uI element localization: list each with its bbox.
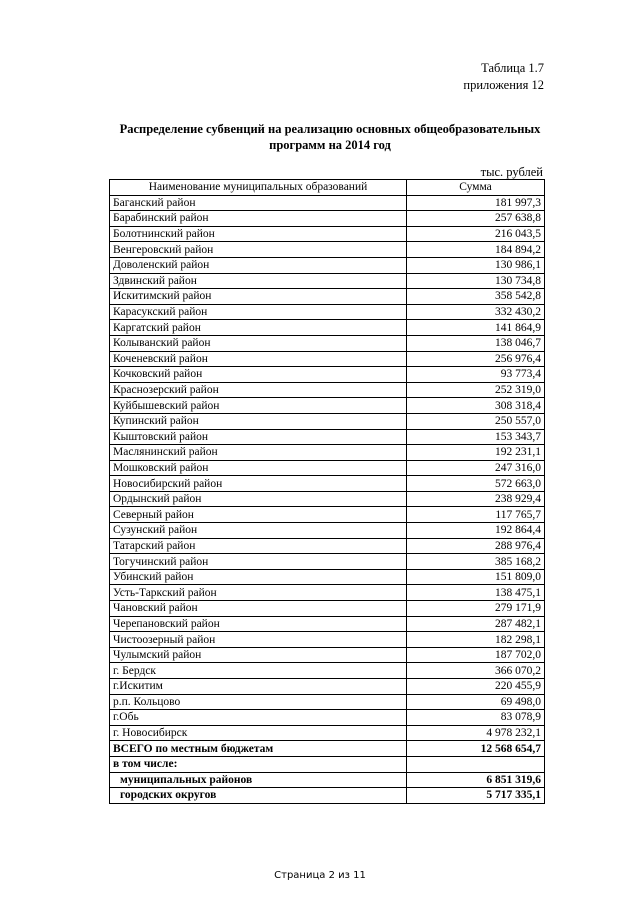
- table-row: [110, 710, 545, 726]
- row-sum: 141 864,9: [407, 320, 545, 336]
- row-name: Новосибирский район: [110, 476, 407, 492]
- row-sum: 153 343,7: [407, 429, 545, 445]
- table-row: [110, 367, 545, 383]
- row-sum: 138 475,1: [407, 585, 545, 601]
- header-sum: Сумма: [407, 180, 545, 196]
- row-name: г. Новосибирск: [110, 725, 407, 741]
- table-row: [110, 632, 545, 648]
- table-row: [110, 335, 545, 351]
- row-name: Усть-Таркский район: [110, 585, 407, 601]
- row-sum: 130 986,1: [407, 257, 545, 273]
- row-name: г.Искитим: [110, 679, 407, 695]
- row-name: Кочковский район: [110, 367, 407, 383]
- table-row: [110, 242, 545, 258]
- table-row: [110, 679, 545, 695]
- row-sum: 192 864,4: [407, 523, 545, 539]
- row-sum: 216 043,5: [407, 226, 545, 242]
- row-name: Куйбышевский район: [110, 398, 407, 414]
- table-row: [110, 663, 545, 679]
- table-row: [110, 195, 545, 211]
- row-sum: 279 171,9: [407, 601, 545, 617]
- row-name: Татарский район: [110, 538, 407, 554]
- subtotal-row: [110, 788, 545, 804]
- row-name: Баганский район: [110, 195, 407, 211]
- row-name: р.п. Кольцово: [110, 694, 407, 710]
- table-row: [110, 398, 545, 414]
- unit-label: тыс. рублей: [480, 165, 543, 179]
- table-row: [110, 273, 545, 289]
- appendix-label: приложения 12: [463, 78, 544, 92]
- row-name: Искитимский район: [110, 289, 407, 305]
- row-name: Чистоозерный район: [110, 632, 407, 648]
- table-row: [110, 601, 545, 617]
- table-row: [110, 491, 545, 507]
- row-name: Мошковский район: [110, 460, 407, 476]
- document-title: [100, 121, 560, 153]
- row-sum: 238 929,4: [407, 491, 545, 507]
- table-row: [110, 538, 545, 554]
- table-row: [110, 304, 545, 320]
- including-row: [110, 756, 545, 772]
- table-body: [110, 180, 545, 804]
- row-sum: 288 976,4: [407, 538, 545, 554]
- row-name: Северный район: [110, 507, 407, 523]
- table-number: Таблица 1.7: [481, 61, 544, 75]
- row-sum: 366 070,2: [407, 663, 545, 679]
- row-name: Маслянинский район: [110, 445, 407, 461]
- including-sum: [407, 756, 545, 772]
- table-reference: [463, 60, 544, 94]
- row-name: Кыштовский район: [110, 429, 407, 445]
- table-row: [110, 523, 545, 539]
- row-sum: 130 734,8: [407, 273, 545, 289]
- table-row: [110, 694, 545, 710]
- table-row: [110, 647, 545, 663]
- table-row: [110, 507, 545, 523]
- header-name: Наименование муниципальных образований: [110, 180, 407, 196]
- row-name: Краснозерский район: [110, 382, 407, 398]
- table-row: [110, 382, 545, 398]
- row-name: Черепановский район: [110, 616, 407, 632]
- table-row: [110, 429, 545, 445]
- row-name: Барабинский район: [110, 211, 407, 227]
- row-sum: 252 319,0: [407, 382, 545, 398]
- total-name: ВСЕГО по местным бюджетам: [110, 741, 407, 757]
- row-name: Болотнинский район: [110, 226, 407, 242]
- table-row: [110, 211, 545, 227]
- subsidy-table: [109, 179, 545, 804]
- row-name: Купинский район: [110, 413, 407, 429]
- table-row: [110, 320, 545, 336]
- row-sum: 572 663,0: [407, 476, 545, 492]
- row-sum: 181 997,3: [407, 195, 545, 211]
- row-sum: 308 318,4: [407, 398, 545, 414]
- row-sum: 69 498,0: [407, 694, 545, 710]
- table-row: [110, 554, 545, 570]
- row-name: Здвинский район: [110, 273, 407, 289]
- row-name: Доволенский район: [110, 257, 407, 273]
- row-name: Сузунский район: [110, 523, 407, 539]
- row-sum: 250 557,0: [407, 413, 545, 429]
- subtotal-name: городских округов: [110, 788, 407, 804]
- row-name: Чулымский район: [110, 647, 407, 663]
- total-row: [110, 741, 545, 757]
- table-row: [110, 569, 545, 585]
- row-name: Ордынский район: [110, 491, 407, 507]
- subtotal-name: муниципальных районов: [110, 772, 407, 788]
- row-sum: 93 773,4: [407, 367, 545, 383]
- row-sum: 332 430,2: [407, 304, 545, 320]
- row-sum: 358 542,8: [407, 289, 545, 305]
- subtotal-row: [110, 772, 545, 788]
- subtotal-sum: 6 851 319,6: [407, 772, 545, 788]
- row-sum: 192 231,1: [407, 445, 545, 461]
- row-sum: 220 455,9: [407, 679, 545, 695]
- table-row: [110, 460, 545, 476]
- table-row: [110, 351, 545, 367]
- row-sum: 117 765,7: [407, 507, 545, 523]
- table-row: [110, 413, 545, 429]
- row-sum: 182 298,1: [407, 632, 545, 648]
- row-name: Убинский район: [110, 569, 407, 585]
- row-name: Каргатский район: [110, 320, 407, 336]
- row-name: Венгеровский район: [110, 242, 407, 258]
- title-line-1: Распределение субвенций на реализацию основных общеобразовательных: [119, 122, 541, 136]
- row-sum: 4 978 232,1: [407, 725, 545, 741]
- row-sum: 83 078,9: [407, 710, 545, 726]
- row-sum: 247 316,0: [407, 460, 545, 476]
- row-name: Коченевский район: [110, 351, 407, 367]
- row-sum: 184 894,2: [407, 242, 545, 258]
- table-row: [110, 226, 545, 242]
- table-header-row: [110, 180, 545, 196]
- total-sum: 12 568 654,7: [407, 741, 545, 757]
- row-sum: 138 046,7: [407, 335, 545, 351]
- row-name: Карасукский район: [110, 304, 407, 320]
- title-line-2: программ на 2014 год: [269, 138, 391, 152]
- table-row: [110, 725, 545, 741]
- row-name: Чановский район: [110, 601, 407, 617]
- table-row: [110, 445, 545, 461]
- row-sum: 187 702,0: [407, 647, 545, 663]
- table-row: [110, 616, 545, 632]
- page-footer: Страница 2 из 11: [274, 870, 366, 881]
- row-sum: 256 976,4: [407, 351, 545, 367]
- table-row: [110, 476, 545, 492]
- row-name: г. Бердск: [110, 663, 407, 679]
- row-sum: 257 638,8: [407, 211, 545, 227]
- subtotal-sum: 5 717 335,1: [407, 788, 545, 804]
- row-name: г.Обь: [110, 710, 407, 726]
- table-row: [110, 257, 545, 273]
- row-name: Тогучинский район: [110, 554, 407, 570]
- row-sum: 385 168,2: [407, 554, 545, 570]
- table-row: [110, 289, 545, 305]
- table-row: [110, 585, 545, 601]
- row-name: Колыванский район: [110, 335, 407, 351]
- row-sum: 151 809,0: [407, 569, 545, 585]
- including-label: в том числе:: [110, 756, 407, 772]
- row-sum: 287 482,1: [407, 616, 545, 632]
